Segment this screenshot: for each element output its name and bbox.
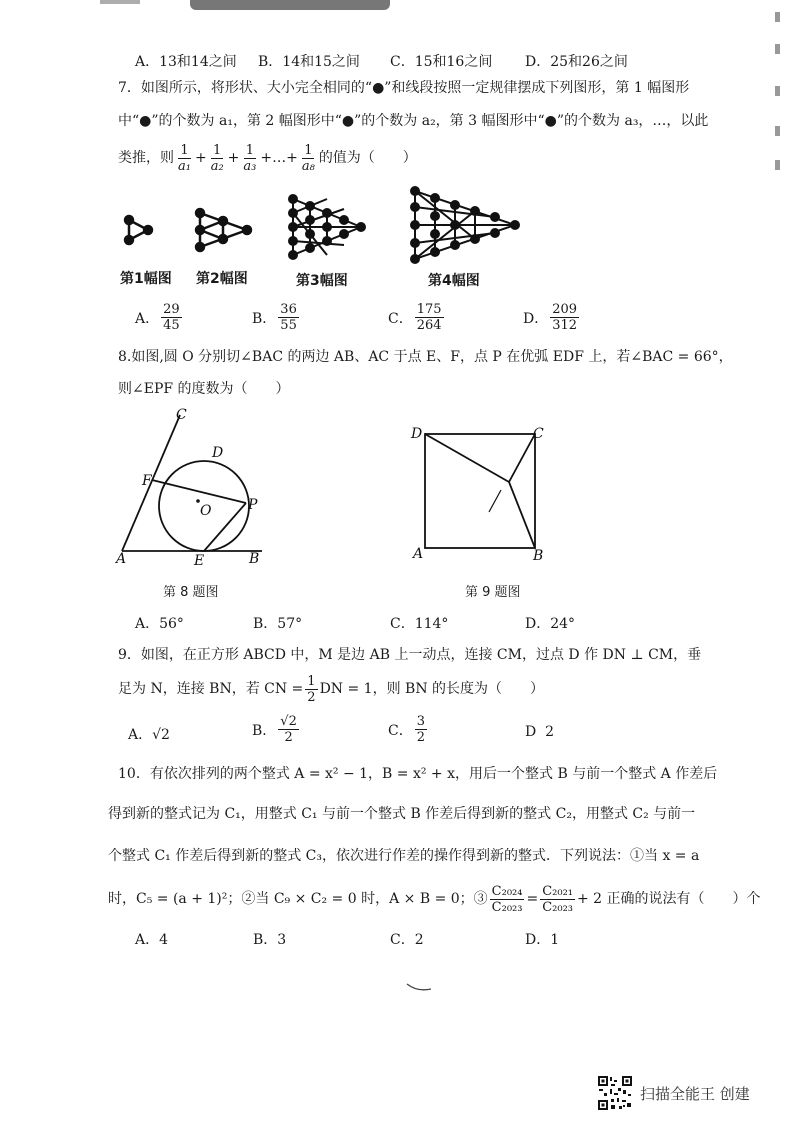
q10-option-c: C．2	[390, 932, 424, 948]
q10-option-d: D．1	[525, 932, 560, 948]
q10-line-3: 个整式 C₁ 作差后得到新的整式 C₃，依次进行作差的操作得到新的整式．下列说法：①当 x = a	[108, 848, 700, 864]
q9-option-d: D 2	[525, 724, 555, 740]
q9-figure	[405, 420, 560, 565]
label-c: C	[533, 426, 544, 442]
square-abcd	[425, 434, 535, 548]
q7-line-2: 中“●”的个数为 a₁，第 2 幅图形中“●”的个数为 a₂，第 3 幅图形中“●”的个数为 a₃，…，以此	[118, 113, 709, 129]
q7-figure-2	[196, 209, 251, 251]
scan-smudge	[100, 0, 140, 4]
edge-mark	[775, 44, 780, 54]
q10-option-b: B．3	[253, 932, 287, 948]
q6-option-d: D．25和26之间	[525, 54, 628, 70]
q8-line-2: 则∠EPF 的度数为（ ）	[118, 381, 290, 397]
q10-option-a: A．4	[135, 932, 169, 948]
q6-option-a: A．13和14之间	[135, 54, 237, 70]
edge-mark	[775, 12, 780, 22]
q8-figure	[112, 405, 272, 570]
edge-mark	[775, 126, 780, 136]
q7-figure-4	[411, 187, 519, 263]
label-a: A	[413, 546, 424, 562]
label-a: A	[116, 551, 127, 567]
q7-line-3: 类推，则 $\frac{1}{\text{a₁}}$ + $\frac{1}{\text{a₂}}$ + $\frac{1}{\text{a₃}}$ +…+ $\frac{1}{\text{a₈}}$ 的值为（ ）	[118, 142, 417, 174]
q7-pattern-figures	[115, 185, 535, 270]
q10-line-2: 得到新的整式记为 C₁，用整式 C₁ 与前一个整式 B 作差后得到新的整式 C₂，用整式 C₂ 与前一	[108, 806, 696, 822]
q9-option-b: B． $\frac{√2}{2}$	[252, 714, 297, 745]
q8-line-1: 8.如图,圆 O 分别切∠BAC 的两边 AB、AC 于点 E、F，点 P 在优弧 EDF 上，若∠BAC = 66°，	[118, 349, 733, 365]
q7-option-c: C． $\frac{175}{264}$	[388, 302, 442, 333]
q9-line-2: 足为 N，连接 BN，若 CN = $\frac{1}{2}$ DN = 1，则 BN 的长度为（ ）	[118, 673, 545, 705]
q8-option-b: B．57°	[253, 616, 303, 632]
q7-caption-4: 第4幅图	[428, 273, 480, 289]
stray-mark	[489, 490, 501, 512]
q7-option-a: A． $\frac{29}{45}$	[135, 302, 180, 333]
q7-line-3-prefix: 类推，则	[118, 150, 174, 166]
q7-caption-1: 第1幅图	[120, 271, 172, 287]
edge-mark	[775, 160, 780, 170]
q7-frac-1: $\frac{1}{\text{a₁}}$	[178, 142, 191, 174]
label-e: E	[194, 553, 205, 569]
q7-option-b: B． $\frac{36}{55}$	[252, 302, 297, 333]
q10-frac-2: $\frac{\text{C₂₀₂₁}}{\text{C₂₀₂₃}}$	[542, 883, 573, 915]
q7-line-1: 7．如图所示，将形状、大小完全相同的“●”和线段按照一定规律摆成下列图形，第 1 幅图形	[118, 80, 690, 96]
label-b: B	[249, 551, 260, 567]
q10-line-4: 时，C₅ = (a + 1)²；②当 C₉ × C₂ = 0 时，A × B = 0；③ $\frac{\text{C₂₀₂₄}}{\text{C₂₀₂₃}}$ = $\frac{\text{C₂₀₂₁}}{\text{C₂₀₂₃}}$ + 2 正确的说法有（ ）个	[108, 883, 761, 915]
q7-option-d: D． $\frac{209}{312}$	[523, 302, 578, 333]
q9-caption: 第 9 题图	[465, 585, 521, 600]
label-d: D	[212, 445, 224, 461]
q7-line-3-suffix: 的值为（ ）	[318, 150, 417, 166]
q10-frac-1: $\frac{\text{C₂₀₂₄}}{\text{C₂₀₂₃}}$	[491, 883, 523, 915]
segment-nb	[509, 482, 535, 548]
q7-caption-2: 第2幅图	[196, 271, 248, 287]
q8-option-c: C．114°	[390, 616, 449, 632]
q10-line-1: 10．有依次排列的两个整式 A = x² − 1，B = x² + x，用后一个整式 B 与前一个整式 A 作差后	[118, 766, 718, 782]
q7-caption-3: 第3幅图	[296, 273, 348, 289]
label-b: B	[533, 548, 544, 564]
q8-caption: 第 8 题图	[163, 585, 219, 600]
segment-dn	[425, 434, 509, 482]
q7-figure-1	[125, 216, 152, 244]
qr-code-icon	[597, 1075, 633, 1111]
scan-smudge	[190, 0, 390, 10]
label-d: D	[411, 426, 423, 442]
q9-option-a: A．√2	[128, 727, 170, 743]
segment-cn	[509, 434, 535, 482]
pen-mark	[405, 980, 435, 994]
scanner-watermark: 扫描全能王 创建	[640, 1085, 750, 1103]
q6-option-c: C．15和16之间	[390, 54, 493, 70]
q9-line-1: 9．如图，在正方形 ABCD 中，M 是边 AB 上一动点，连接 CM，过点 D 作 DN ⊥ CM，垂	[118, 647, 702, 663]
q7-frac-2: $\frac{1}{\text{a₂}}$	[210, 142, 224, 174]
label-c: C	[176, 407, 187, 423]
label-o: O	[200, 503, 212, 519]
q9-frac-half: $\frac{1}{2}$	[307, 673, 316, 705]
q6-option-b: B．14和15之间	[258, 54, 360, 70]
label-p: P	[248, 497, 258, 513]
q9-option-c: C． $\frac{3}{2}$	[388, 714, 425, 745]
q7-frac-3: $\frac{1}{\text{a₃}}$	[243, 142, 257, 174]
q8-option-a: A．56°	[135, 616, 184, 632]
q7-figure-3	[289, 195, 365, 259]
edge-mark	[775, 86, 780, 96]
q7-frac-8: $\frac{1}{\text{a₈}}$	[301, 142, 315, 174]
q8-option-d: D．24°	[525, 616, 576, 632]
label-f: F	[142, 473, 152, 489]
